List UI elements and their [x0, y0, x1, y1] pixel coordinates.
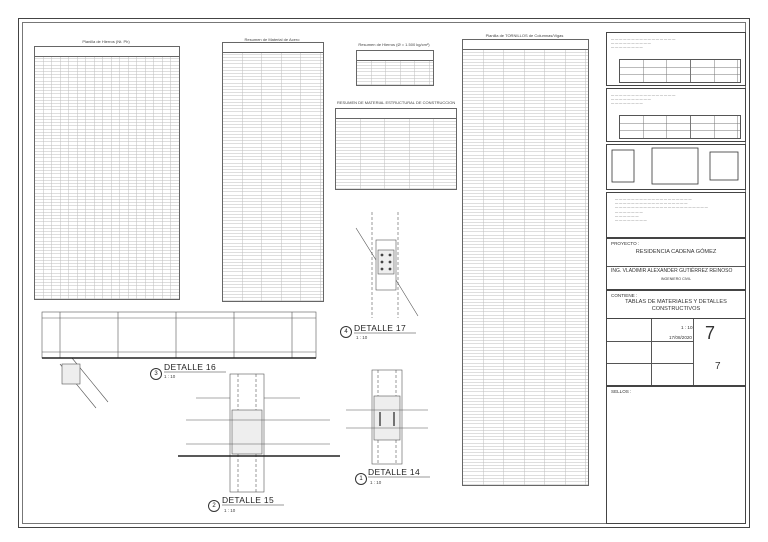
contiene-label: CONTIENE : — [611, 293, 638, 298]
escala-value: 1 : 10 — [681, 325, 693, 330]
detail16-title: DETALLE 16 — [164, 362, 216, 372]
detail14-number: 1 — [355, 473, 367, 485]
detail16-number: 3 — [150, 368, 162, 380]
panel-general-notes: — — — — — — — — — — — — — — — — — — — — — — — — — — — — — — — — — — — — — — — — — — — — — — — — — — — — — — — — — — — — — — — — — — — — — — — — — — — — — — — — — — [606, 192, 746, 238]
sellos-label: SELLOS : — [611, 389, 632, 394]
engineer-name: ING. VLADIMIR ALEXANDER GUTIÉRREZ REINOSO — [611, 268, 733, 274]
sheet-total: 7 — [715, 361, 721, 372]
proyecto-name: RESIDENCIA CADENA GÓMEZ — [635, 249, 717, 255]
table1-title: Planilla de Hierros (Nt. Ph) — [82, 39, 130, 44]
detail14-scale: 1 : 10 — [370, 480, 382, 485]
engineer-title: INGENIERO CIVIL — [660, 277, 692, 281]
fecha-value: 17/08/2020 — [669, 335, 692, 340]
table2-title: Resumen de Material de Acero — [244, 37, 300, 42]
panel-notes-1: — — — — — — — — — — — — — — — — — — — — — — — — — — — — — — — — — — — [606, 32, 746, 86]
contiene-text: TABLAS DE MATERIALES Y DETALLES CONSTRUCTIVOS — [625, 299, 727, 312]
detail15-scale: 1 : 10 — [224, 508, 236, 513]
detail17-scale: 1 : 10 — [356, 335, 368, 340]
detail16-scale: 1 : 10 — [164, 374, 176, 379]
table5-title: Planilla de TORNILLOS de Columnas/Vigas — [485, 33, 564, 38]
detail14-title: DETALLE 14 — [368, 467, 420, 477]
detail17-number: 4 — [340, 326, 352, 338]
detail17-title: DETALLE 17 — [354, 323, 406, 333]
proyecto-label: PROYECTO : — [611, 241, 640, 246]
table4-title: RESUMEN DE MATERIAL ESTRUCTURAL DE CONSTRUCCION — [337, 100, 456, 105]
sheet-number: 7 — [705, 323, 716, 343]
panel-notes-2: — — — — — — — — — — — — — — — — — — — — — — — — — — — — — — — — — — — [606, 88, 746, 142]
detail15-title: DETALLE 15 — [222, 495, 274, 505]
table3-title: Resumen de Hierros (Ø = 1.500 kg/cm²) — [358, 42, 430, 47]
detail15-number: 2 — [208, 500, 220, 512]
